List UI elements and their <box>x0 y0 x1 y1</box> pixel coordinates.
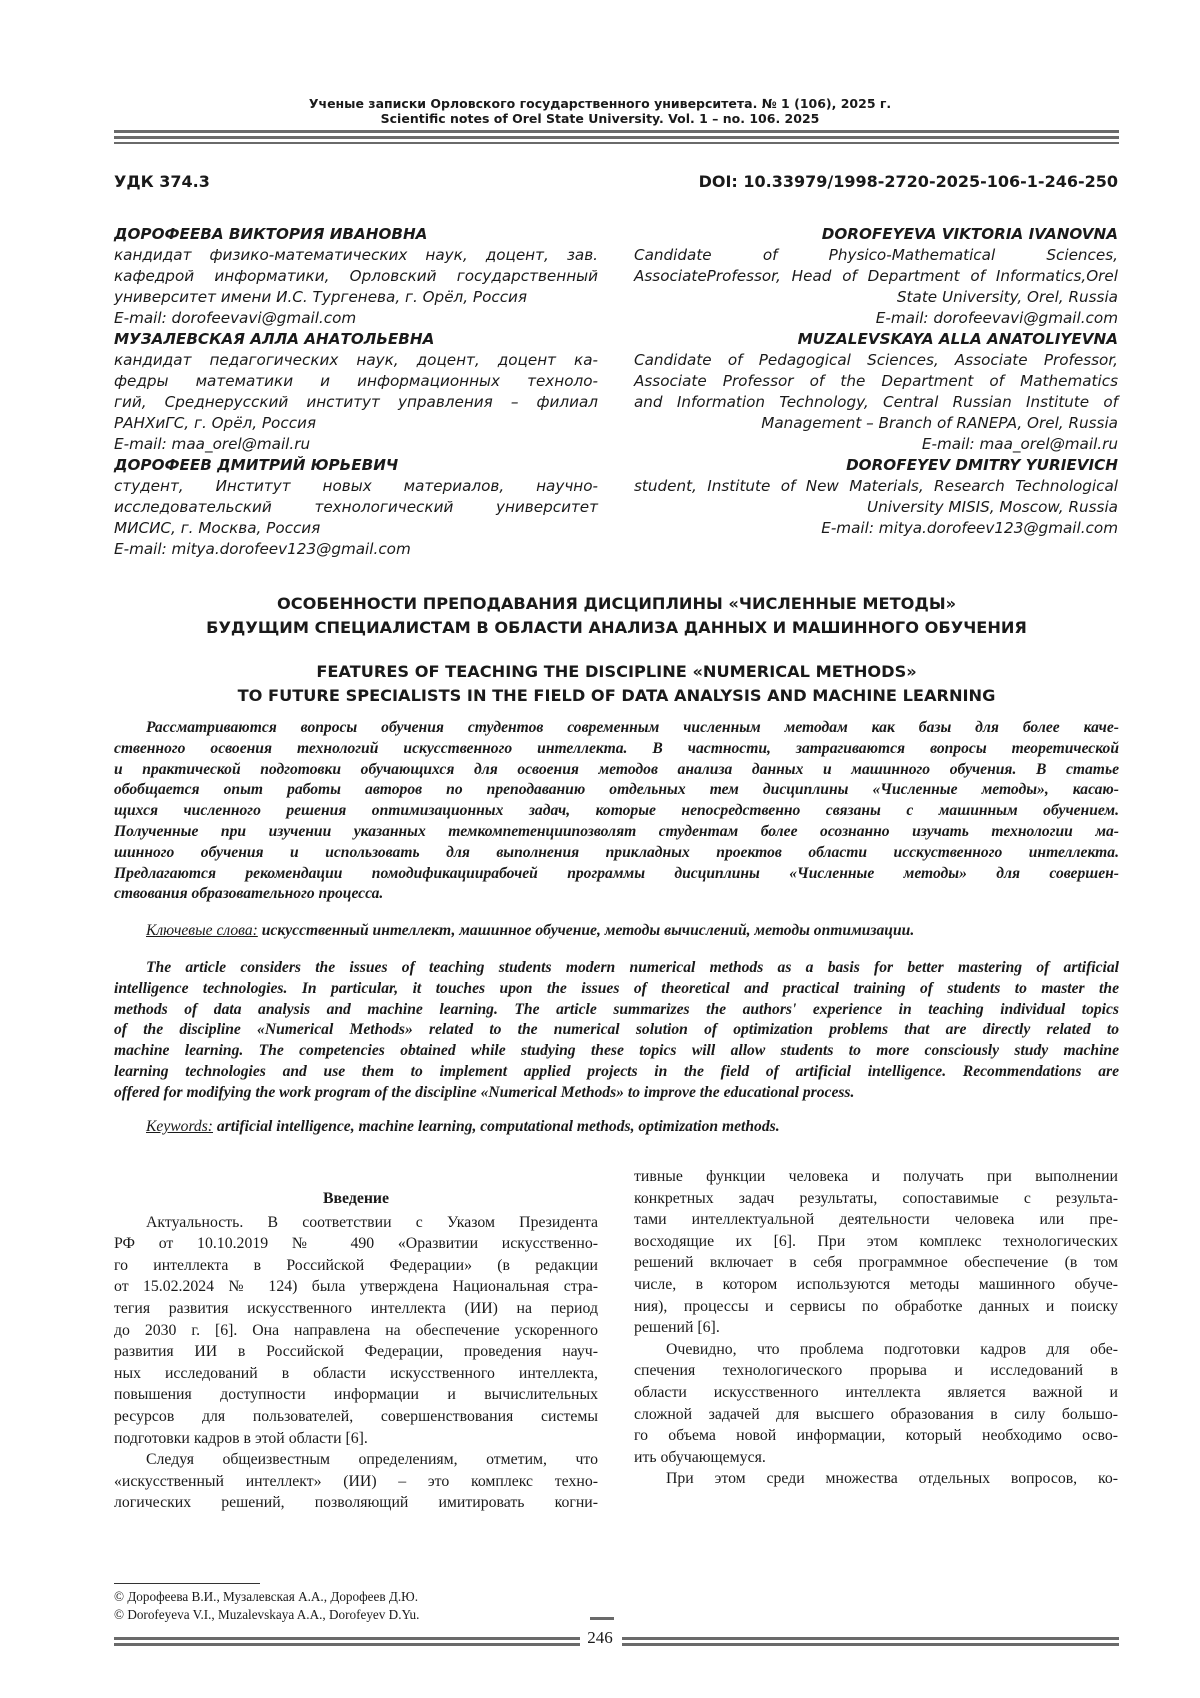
body-line: конкретных задач результаты, сопоставимые с результа- <box>634 1189 1118 1207</box>
abstract-line: of the discipline «Numerical Methods» related to the numerical solution of optimization problems that are directly related to <box>114 1021 1119 1039</box>
keywords-text: artificial intelligence, machine learning, computational methods, optimization methods. <box>216 1118 780 1135</box>
body-line: Следуя общеизвестным определениям, отметим, что <box>146 1451 598 1469</box>
author-name: DOROFEYEVA VIKTORIA IVANOVNA <box>821 225 1118 243</box>
body-line: РФ от 10.10.2019 № 490 «Оразвитии искусственно- <box>114 1235 598 1253</box>
abstract-line: Предлагаются рекомендации помодификациирабочей программы дисциплины «Численные методы» для совершен- <box>114 864 1119 882</box>
authors-ru <box>114 224 598 560</box>
author-affiliation-line: Candidate of Pedagogical Sciences, Associate Professor, <box>634 351 1118 369</box>
abstract-line: ствования образовательного процесса. <box>114 885 384 903</box>
author-affiliation-line: Candidate of Physico-Mathematical Sciences, <box>634 246 1118 264</box>
abstract-line: machine learning. The competencies obtained while studying these topics will allow students to more consciously study machine <box>114 1042 1119 1060</box>
author-affiliation-line: гий, Среднерусский институт управления – филиал <box>114 393 598 411</box>
body-column-left <box>114 1188 598 1514</box>
journal-header-ru: Ученые записки Орловского государственного университета. № 1 (106), 2025 г. <box>308 96 892 111</box>
body-line: числе, в котором используются методы машинного обуче- <box>634 1275 1118 1293</box>
authors-en <box>634 224 1118 539</box>
header-rule-middle <box>114 136 1119 139</box>
author-email: E-mail: maa_orel@mail.ru <box>921 435 1118 453</box>
abstract-line: learning technologies and use them to implement applied projects in the field of artificial intelligence. Recommendations are <box>114 1062 1119 1080</box>
author-name: МУЗАЛЕВСКАЯ АЛЛА АНАТОЛЬЕВНА <box>114 330 435 348</box>
footnote-copyright-en: © Dorofeyeva V.I., Muzalevskaya A.A., Dorofeyev D.Yu. <box>114 1607 420 1622</box>
abstract-line: offered for modifying the work program of the discipline «Numerical Methods» to improve the educational process. <box>114 1083 855 1101</box>
abstract-ru <box>114 718 1119 905</box>
page-rule-left-stub <box>590 1617 614 1620</box>
body-line: повышения доступности информации и вычислительных <box>114 1386 598 1404</box>
udk-code: УДК 374.3 <box>114 172 210 191</box>
keywords-label: Ключевые слова: <box>146 922 258 939</box>
abstract-line: methods of data analysis and machine learning. The article summarizes the authors' experience in teaching individual topics <box>114 1000 1119 1018</box>
author-email: E-mail: mitya.dorofeev123@gmail.com <box>114 540 411 558</box>
body-line: ить обучающемуся. <box>634 1448 766 1466</box>
author-affiliation-line: МИСИС, г. Москва, Россия <box>114 519 321 537</box>
author-affiliation-line: AssociateProfessor, Head of Department of Informatics,Orel <box>634 267 1118 285</box>
body-line: «искусственный интеллект» (ИИ) – это комплекс техно- <box>114 1472 598 1490</box>
author-name: MUZALEVSKAYA ALLA ANATOLIYEVNA <box>797 330 1118 348</box>
author-email: E-mail: dorofeevavi@gmail.com <box>114 309 357 327</box>
author-name: ДОРОФЕЕВА ВИКТОРИЯ ИВАНОВНА <box>114 225 428 243</box>
header-rule-top <box>114 130 1119 133</box>
body-line: подготовки кадров в этой области [6]. <box>114 1429 368 1447</box>
abstract-en <box>114 958 1119 1104</box>
author-email: E-mail: dorofeevavi@gmail.com <box>875 309 1118 327</box>
body-line: ресурсов для пользователей, совершенствования системы <box>114 1407 598 1425</box>
body-line: до 2030 г. [6]. Она направлена на обеспечение ускоренного <box>114 1321 598 1339</box>
body-line: тами интеллектуальной деятельности человека или пре- <box>634 1211 1118 1229</box>
author-name: DOROFEYEV DMITRY YURIEVICH <box>846 456 1118 474</box>
author-affiliation-line: Associate Professor of the Department of Mathematics <box>634 372 1118 390</box>
author-email: E-mail: maa_orel@mail.ru <box>114 435 311 453</box>
title-line: ОСОБЕННОСТИ ПРЕПОДАВАНИЯ ДИСЦИПЛИНЫ «ЧИСЛЕННЫЕ МЕТОДЫ» <box>276 594 957 613</box>
author-email: E-mail: mitya.dorofeev123@gmail.com <box>821 519 1118 537</box>
body-line: восходящие их [6]. При этом комплекс технологических <box>634 1232 1118 1250</box>
keywords-label: Keywords: <box>146 1118 213 1135</box>
footnote-copyright-ru: © Дорофеева В.И., Музалевская А.А., Дорофеев Д.Ю. <box>114 1589 419 1604</box>
body-line: При этом среди множества отдельных вопросов, ко- <box>666 1470 1118 1488</box>
keywords-ru <box>146 922 914 940</box>
body-line: го объема новой информации, который необходимо осво- <box>634 1427 1118 1445</box>
author-affiliation-line: кандидат физико-математических наук, доцент, зав. <box>114 246 598 264</box>
author-affiliation-line: университет имени И.С. Тургенева, г. Орёл, Россия <box>114 288 528 306</box>
author-affiliation-line: кафедрой информатики, Орловский государственный <box>114 267 598 285</box>
abstract-line: щихся численного решения оптимизационных задач, которые непосредственно связаны с машинным обучением. <box>114 802 1119 820</box>
footnote-rule <box>114 1583 260 1584</box>
body-line: ных исследований в области искусственного интеллекта, <box>114 1364 598 1382</box>
keywords-text: искусственный интеллект, машинное обучение, методы вычислений, методы оптимизации. <box>261 922 915 939</box>
author-affiliation-line: student, Institute of New Materials, Research Technological <box>634 477 1118 495</box>
author-affiliation-line: Management – Branch of RANEPA, Orel, Russia <box>761 414 1118 432</box>
abstract-line: Рассматриваются вопросы обучения студентов современным численным методам как базы для более каче- <box>146 719 1119 736</box>
body-line: области искусственного интеллекта является важной и <box>634 1383 1118 1401</box>
body-line: решений [6]. <box>634 1319 720 1337</box>
page-number: 246 <box>587 1628 613 1647</box>
page-rule-right <box>622 1637 1119 1640</box>
body-line: спечения технологического прорыва и исследований в <box>634 1362 1118 1380</box>
abstract-line: Полученные при изучении указанных темкомпетенциипозволят студентам более осознанно изучать технологии ма- <box>114 822 1119 840</box>
body-line: Актуальность. В соответствии с Указом Президента <box>146 1213 598 1231</box>
body-line: тегия развития искусственного интеллекта (ИИ) на период <box>114 1299 598 1317</box>
body-line: развития ИИ в Российской Федерации, проведения науч- <box>114 1343 598 1361</box>
abstract-line: The article considers the issues of teaching students modern numerical methods as a basis for better mastering of artificial <box>146 959 1119 976</box>
body-line: сложной задачей для высшего образования в силу большо- <box>634 1405 1118 1423</box>
author-name: ДОРОФЕЕВ ДМИТРИЙ ЮРЬЕВИЧ <box>114 456 399 474</box>
doi: DOI: 10.33979/1998-2720-2025-106-1-246-250 <box>698 172 1118 191</box>
title-line: TO FUTURE SPECIALISTS IN THE FIELD OF DATA ANALYSIS AND MACHINE LEARNING <box>237 686 996 705</box>
title-line: FEATURES OF TEACHING THE DISCIPLINE «NUMERICAL METHODS» <box>316 662 917 681</box>
article-title-ru <box>114 592 1119 640</box>
author-affiliation-line: РАНХиГС, г. Орёл, Россия <box>114 414 317 432</box>
author-affiliation-line: University MISIS, Moscow, Russia <box>866 498 1118 516</box>
body-line: тивные функции человека и получать при выполнении <box>634 1168 1118 1185</box>
author-affiliation-line: and Information Technology, Central Russian Institute of <box>634 393 1118 411</box>
body-line: от 15.02.2024 № 124) была утверждена Национальная стра- <box>114 1278 598 1296</box>
body-line: ния), процессы и сервисы по обработке данных и поиску <box>634 1297 1118 1315</box>
author-affiliation-line: студент, Институт новых материалов, научно- <box>114 477 598 495</box>
body-line: го интеллекта в Российской Федерации» (в редакции <box>114 1256 598 1274</box>
body-column-right <box>634 1166 1118 1490</box>
abstract-line: ственного освоения технологий искусственного интеллекта. В частности, затрагиваются вопросы теоретической <box>114 739 1119 757</box>
title-line: БУДУЩИМ СПЕЦИАЛИСТАМ В ОБЛАСТИ АНАЛИЗА ДАННЫХ И МАШИННОГО ОБУЧЕНИЯ <box>206 618 1027 637</box>
body-line: Очевидно, что проблема подготовки кадров для обе- <box>666 1340 1118 1358</box>
page-rule-right-2 <box>622 1643 1119 1646</box>
author-affiliation-line: федры математики и информационных техноло- <box>114 372 598 390</box>
abstract-line: обобщается опыт работы авторов по преподаванию отдельных тем дисциплины «Численные методы», касаю- <box>114 781 1119 799</box>
author-affiliation-line: исследовательский технологический университет <box>114 498 598 516</box>
body-line: решений включает в себя программное обеспечение (в том <box>634 1254 1118 1272</box>
body-line: логических решений, позволяющий имитировать когни- <box>114 1494 598 1512</box>
abstract-line: шинного обучения и использовать для выполнения прикладных проектов области исскуственного интеллекта. <box>114 843 1119 861</box>
journal-header-en: Scientific notes of Orel State University. Vol. 1 – no. 106. 2025 <box>380 111 820 126</box>
header-rule-bottom <box>114 142 1119 144</box>
author-affiliation-line: кандидат педагогических наук, доцент, доцент ка- <box>114 351 598 369</box>
abstract-line: intelligence technologies. In particular, it touches upon the issues of theoretical and practical training of students to master the <box>114 979 1119 997</box>
section-title: Введение <box>322 1190 390 1207</box>
author-affiliation-line: State University, Orel, Russia <box>896 288 1118 306</box>
article-title-en <box>114 660 1119 708</box>
abstract-line: и практической подготовки обучающихся для освоения методов анализа данных и машинного обучения. В статье <box>114 760 1119 778</box>
keywords-en <box>146 1118 780 1136</box>
